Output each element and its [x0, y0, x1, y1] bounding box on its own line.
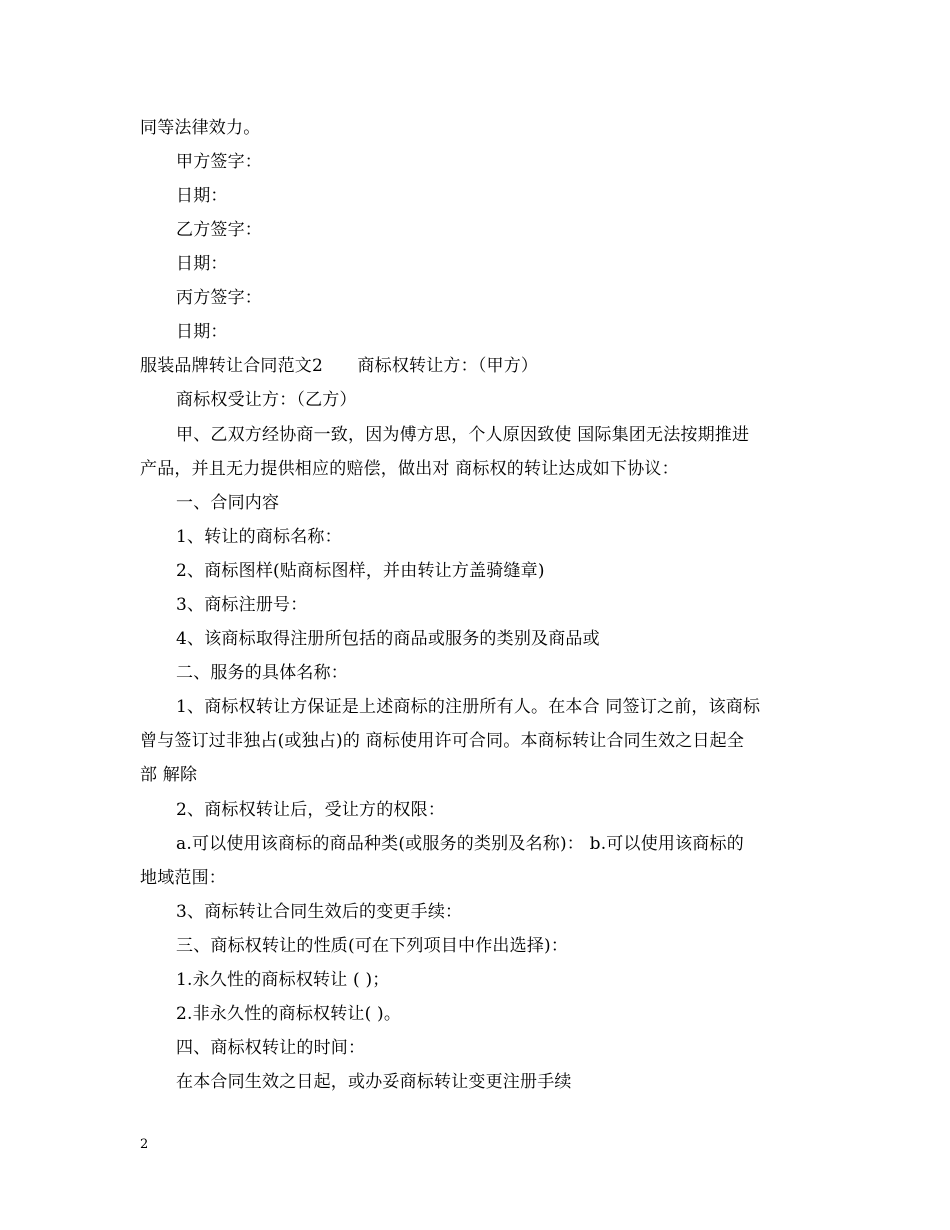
clause-heading: 四、商标权转让的时间：	[176, 1038, 366, 1058]
text-line: 地域范围：	[140, 868, 226, 888]
text-line: 产品，并且无力提供相应的赔偿，做出对 商标权的转让达成如下协议：	[140, 459, 679, 479]
clause-item: 1.永久性的商标权转让 ( )；	[176, 970, 390, 990]
date-label: 日期：	[176, 322, 228, 342]
signature-label-party-b: 乙方签字：	[176, 220, 262, 240]
clause-item: 2、商标图样(贴商标图样，并由转让方盖骑缝章)	[176, 561, 545, 581]
clause-item: 3、商标转让合同生效后的变更手续：	[176, 902, 463, 922]
clause-heading: 一、合同内容	[176, 493, 280, 513]
clause-item: 2.非永久性的商标权转让( )。	[176, 1004, 402, 1024]
clause-item: 1、商标权转让方保证是上述商标的注册所有人。在本合 同签订之前，该商标	[176, 697, 761, 717]
page-number: 2	[140, 1137, 149, 1152]
text-line: 在本合同生效之日起，或办妥商标转让变更注册手续	[176, 1072, 572, 1092]
text-line: 同等法律效力。	[140, 118, 261, 138]
text-line: 甲、乙双方经协商一致，因为傅方思，个人原因致使 国际集团无法按期推进	[176, 425, 750, 445]
date-label: 日期：	[176, 254, 228, 274]
text-line: 部 解除	[140, 765, 198, 785]
date-label: 日期：	[176, 186, 228, 206]
clause-item: a.可以使用该商标的商品种类(或服务的类别及名称)： b.可以使用该商标的	[176, 834, 744, 854]
clause-heading: 二、服务的具体名称：	[176, 663, 348, 683]
clause-item: 4、该商标取得注册所包括的商品或服务的类别及商品或	[176, 629, 600, 649]
clause-heading: 三、商标权转让的性质(可在下列项目中作出选择)：	[176, 936, 569, 956]
clause-item: 2、商标权转让后，受让方的权限：	[176, 800, 446, 820]
clause-item: 3、商标注册号：	[176, 595, 308, 615]
signature-label-party-c: 丙方签字：	[176, 288, 262, 308]
clause-item: 1、转让的商标名称：	[176, 527, 342, 547]
text-line: 曾与签订过非独占(或独占)的 商标使用许可合同。本商标转让合同生效之日起全	[140, 731, 745, 751]
section-heading: 服装品牌转让合同范文2 商标权转让方：（甲方）	[140, 356, 539, 376]
text-line: 商标权受让方：（乙方）	[176, 390, 357, 410]
signature-label-party-a: 甲方签字：	[176, 152, 262, 172]
